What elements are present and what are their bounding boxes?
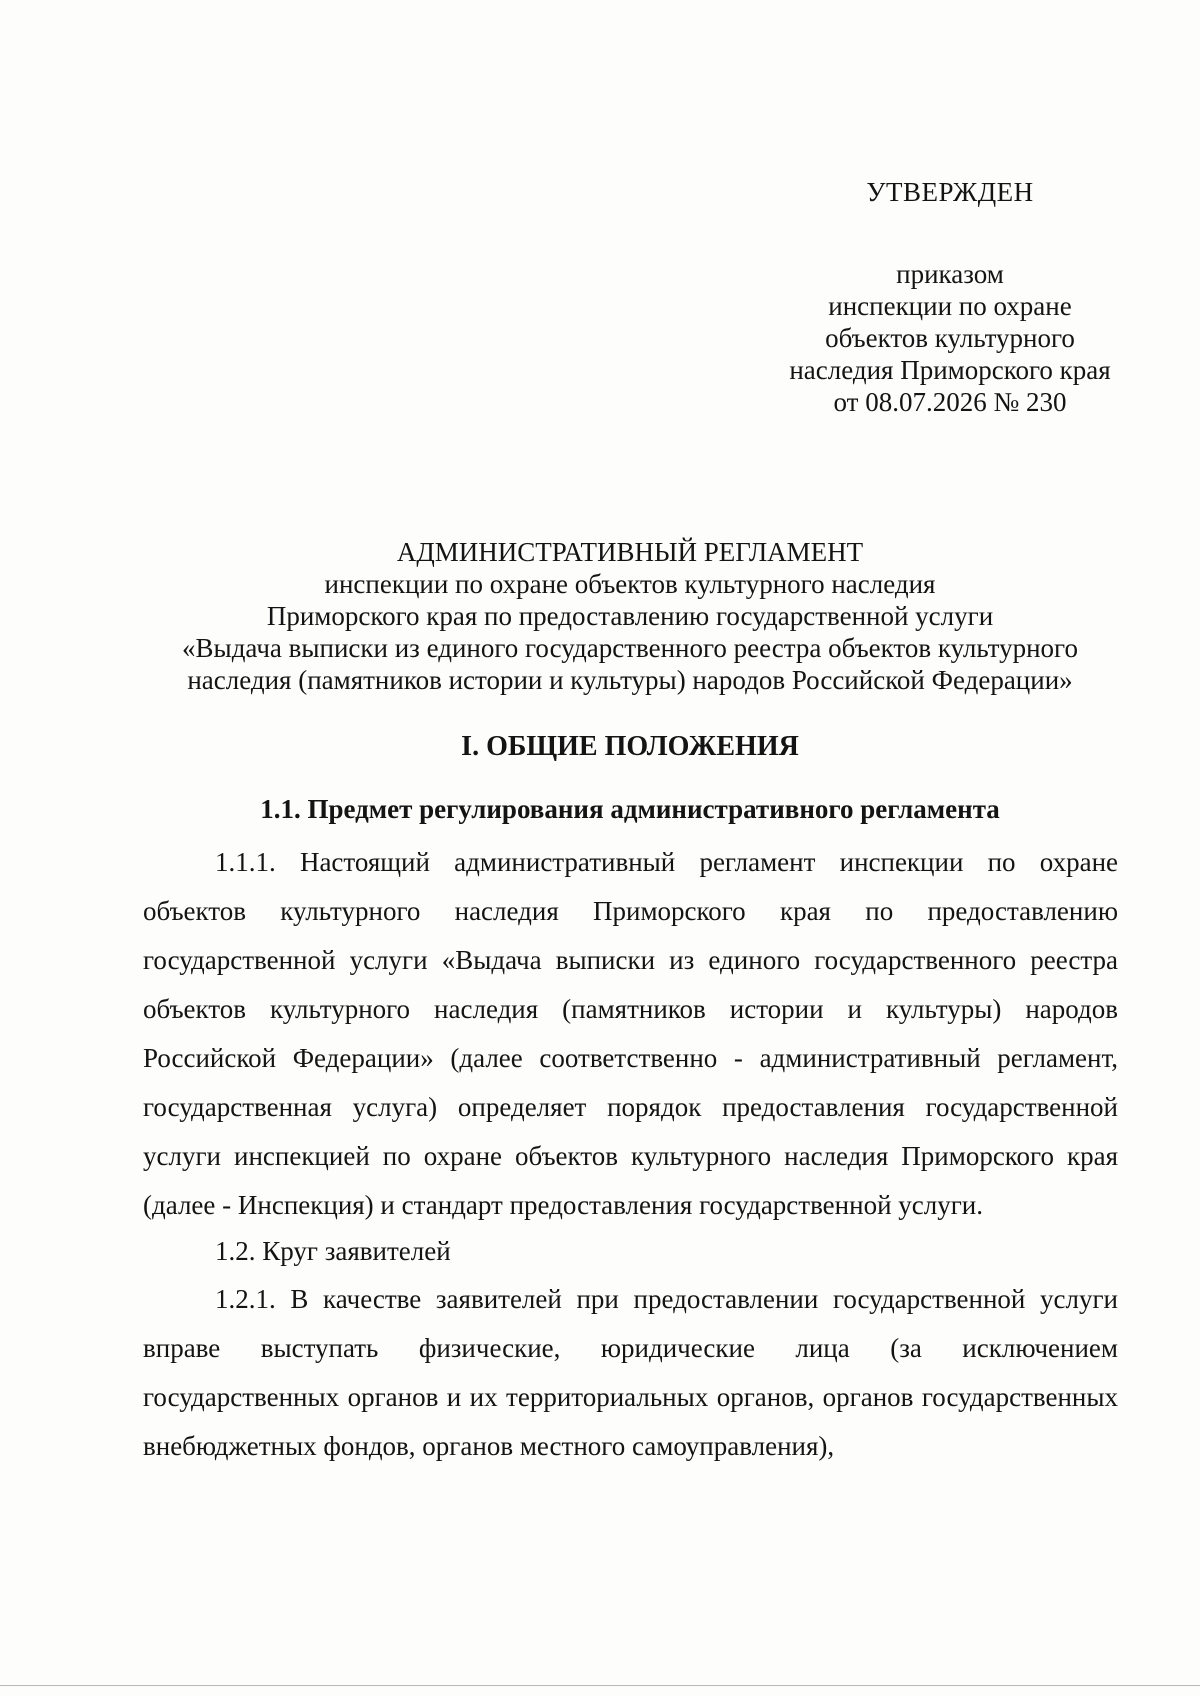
- document-title-line: инспекции по охране объектов культурного наследия: [324, 569, 936, 599]
- document-title-line: Приморского края по предоставлению государственной услуги: [266, 601, 994, 631]
- section-heading: I. ОБЩИЕ ПОЛОЖЕНИЯ: [461, 731, 799, 762]
- approval-line: объектов культурного: [825, 323, 1075, 353]
- approved-label: УТВЕРЖДЕН: [866, 177, 1034, 207]
- subsection-heading: 1.1. Предмет регулирования административного регламента: [260, 794, 1000, 824]
- approval-line: наследия Приморского края: [789, 355, 1111, 385]
- document-title-line: наследия (памятников истории и культуры) народов Российской Федерации»: [187, 665, 1073, 695]
- approval-line: инспекции по охране: [828, 291, 1072, 321]
- approval-line: приказом: [896, 259, 1004, 289]
- document-title: АДМИНИСТРАТИВНЫЙ РЕГЛАМЕНТ: [396, 537, 864, 567]
- document-title-block: [140, 536, 1120, 696]
- paragraph-1-1-1: 1.1.1. Настоящий административный регламент инспекции по охране объектов культурного наследия Приморского края по предоставлению государственной услуги «Выдача выписки из единого государственного реестра объектов культурного наследия (памятников истории и культуры) народов Российской Федерации» (далее соответственно - административный регламент, государственная услуга) определяет порядок предоставления государственной услуги инспекцией по охране объектов культурного наследия Приморского края (далее - Инспекция) и стандарт предоставления государственной услуги.: [143, 847, 1118, 1220]
- approval-order-date-number: от 08.07.2026 № 230: [833, 387, 1067, 417]
- scan-edge-line: [0, 1685, 1200, 1686]
- paragraph-1-2: 1.2. Круг заявителей: [215, 1236, 451, 1266]
- approval-stamp-block: [780, 176, 1120, 418]
- paragraph-1-2-1: 1.2.1. В качестве заявителей при предоставлении государственной услуги вправе выступать физические, юридические лица (за исключением государственных органов и их территориальных органов, органов государственных внебюджетных фондов, органов местного самоуправления),: [143, 1284, 1118, 1461]
- document-title-line: «Выдача выписки из единого государственного реестра объектов культурного: [182, 633, 1078, 663]
